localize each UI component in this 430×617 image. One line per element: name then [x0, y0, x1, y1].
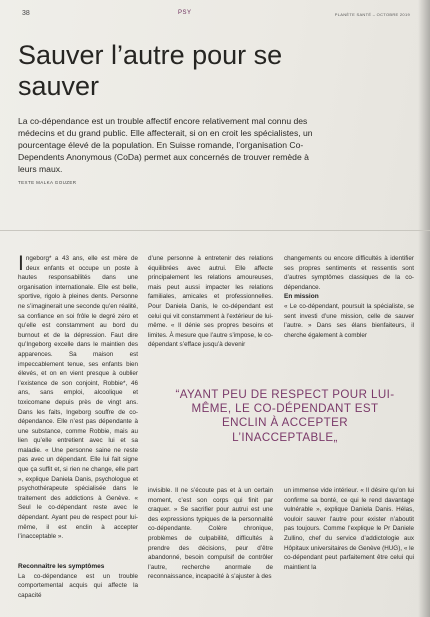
- body-column-3-lower: [284, 486, 414, 572]
- section-divider: [0, 230, 430, 231]
- body-column-3: [284, 254, 414, 340]
- body-column-1: [18, 254, 138, 542]
- col2-paragraph-1: d’une personne à entretenir des relations équilibrées avec autrui. Elle affecte principalement les relations amoureuses, mais peut aussi impacter les relations familiales, amicales et professionnelles. Pour Daniela Danis, le co-dépendant est celui qui vit constamment à l’extérieur de lui-même. « Il dénie ses propres besoins et limites. À mesure que l’autre s’impose, le co-dépendant s’efface jusqu’à devenir: [148, 255, 273, 349]
- article-lead: La co-dépendance est un trouble affectif encore relativement mal connu des médecins et du grand public. Elle affecterait, si on en croit les spécialistes, un pourcentage élevé de la population. En Suisse romande, l’organisation Co-Dependents Anonymous (CoDa) permet aux concernés de trouver remède à leurs maux.: [18, 116, 313, 174]
- col3-paragraph-1: changements ou encore difficultés à identifier ses propres sentiments et ressentis sont d’autres symptômes classiques de la co-dépendance.: [284, 255, 414, 291]
- pull-quote: “AYANT PEU DE RESPECT POUR LUI-MÊME, LE CO-DÉPENDANT EST ENCLIN À ACCEPTER L’INACCEPTABLE„: [175, 388, 395, 444]
- subhead-en-mission: En mission: [284, 293, 319, 301]
- col3-paragraph-3: un immense vide intérieur. « Il désire qu’on lui confirme sa bonté, ce qui le rend davantage vulnérable », explique Daniela Danis. Hélas, vouloir sauver l’autre pour exister n’aboutit pas toujours. Comme l’explique le Pr Daniele Zullino, chef du service d’addictologie aux Hôpitaux universitaires de Genève (HUG), « le co-dépendant peut parfaitement être celui qui maintient la: [284, 487, 414, 571]
- drop-cap: I: [18, 252, 24, 275]
- section-label: PSY: [178, 10, 192, 16]
- body-column-2-lower: [148, 486, 273, 582]
- col2-paragraph-2: invisible. Il ne s’écoute pas et à un certain moment, c’est son corps qui finit par craquer. » Se sacrifier pour autrui est une des expressions typiques de la personnalité co-dépendante. Colère chronique, problèmes de culpabilité, difficultés à prendre des décisions, peur d’être abandonné, besoin compulsif de contrôler l’autre, recherche anormale de reconnaissance, incapacité à s’ajuster à des: [148, 487, 273, 581]
- publication-info: PLANÈTE SANTÉ – OCTOBRE 2019: [334, 12, 410, 17]
- col1-paragraph-1: ngeborg* a 43 ans, elle est mère de deux enfants et occupe un poste à hautes responsabilités dans une organisation internationale. Elle est belle, sportive, rigolo à pleines dents. Personne ne s’imaginerait une seconde qu’en réalité, sa confiance en soi frôle le degré zéro et qu’elle est constamment au bord du burnout et de la dépression. Faut dire qu’Ingeborg excelle dans le maintien des apparences. Sa maison est impeccablement tenue, ses enfants bien élevés, et on en vient presque à oublier l’existence de son conjoint, Robbie*, 46 ans, sans emploi, alcoolique et toxicomane depuis près de vingt ans. Dans les faits, Ingeborg souffre de co-dépendance. Elle n’est pas dépendante à une substance, comme Robbie, mais au lien qu’elle entretient avec lui et sa maladie. « Une personne saine ne reste pas avec un dépendant. Elle lui fait signe que ça suffit et, si rien ne change, elle part », explique Daniela Danis, psychologue et psychothérapeute spécialisée dans le traitement des addictions à Genève. « Seul le co-dépendant reste avec le dépendant. Ayant peu de respect pour lui-même, il est enclin à accepter l’inacceptable ».: [18, 255, 138, 541]
- page-header: [0, 10, 430, 24]
- article-byline: TEXTE MALKA GOUZER: [18, 180, 77, 185]
- body-column-2: [148, 254, 273, 350]
- body-column-1-lower: [18, 562, 138, 600]
- page-edge-shadow: [418, 0, 430, 617]
- page-number: 38: [22, 10, 30, 17]
- article-title: Sauver l’autre pour se sauver: [18, 40, 283, 101]
- subhead-symptomes: Reconnaître les symptômes: [18, 563, 105, 570]
- col3-paragraph-2: « Le co-dépendant, poursuit la spécialiste, se sent investi d’une mission, celle de sauver l’autre. » Dans ses élans bienfaiteurs, il cherche également à combler: [284, 302, 414, 339]
- col1-paragraph-2: La co-dépendance est un trouble comportemental acquis qui affecte la capacité: [18, 572, 138, 599]
